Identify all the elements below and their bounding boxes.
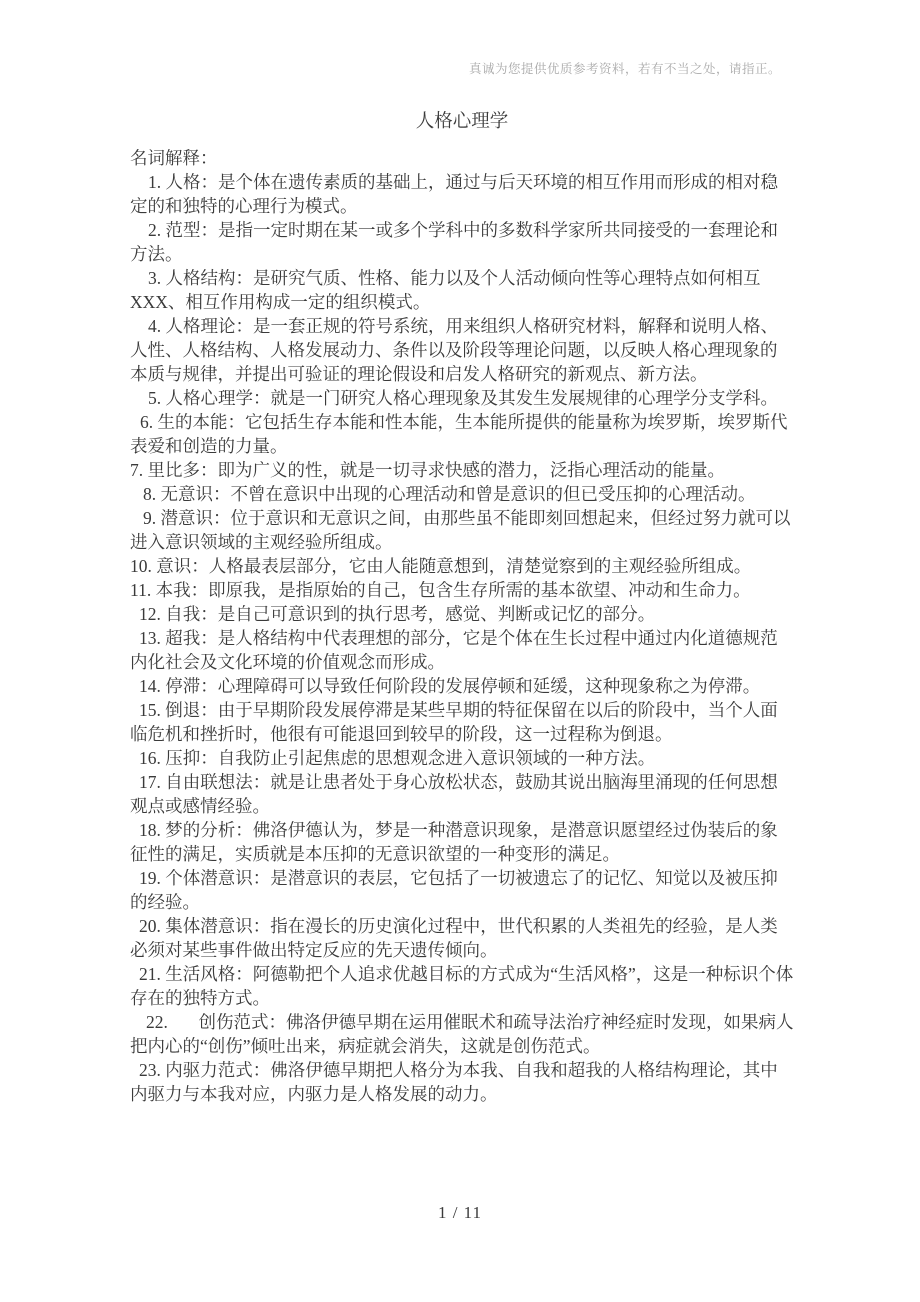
term-item: 2. 范型：是指一定时期在某一或多个学科中的多数科学家所共同接受的一套理论和方法。: [130, 220, 778, 264]
term-item: 18. 梦的分析：佛洛伊德认为，梦是一种潜意识现象，是潜意识愿望经过伪装后的象征性的满足，实质就是本压抑的无意识欲望的一种变形的满足。: [130, 820, 778, 864]
term-item: 5. 人格心理学：就是一门研究人格心理现象及其发生发展规律的心理学分支学科。: [148, 388, 778, 408]
term-item: 12. 自我：是自己可意识到的执行思考，感觉、判断或记忆的部分。: [139, 604, 656, 624]
term-item: 3. 人格结构：是研究气质、性格、能力以及个人活动倾向性等心理特点如何相互XXX、相互作用构成一定的组织模式。: [130, 268, 761, 312]
term-item: 13. 超我：是人格结构中代表理想的部分，它是个体在生长过程中通过内化道德规范内化社会及文化环境的价值观念而形成。: [130, 628, 778, 672]
terms-list: [130, 170, 794, 1106]
page-number: 1 / 11: [437, 1203, 483, 1222]
term-item: 19. 个体潜意识：是潜意识的表层，它包括了一切被遗忘了的记忆、知觉以及被压抑的经验。: [130, 868, 778, 912]
document-body: [130, 110, 794, 1106]
term-item: 14. 停滞：心理障碍可以导致任何阶段的发展停顿和延缓，这种现象称之为停滞。: [139, 676, 761, 696]
term-item: 22. 创伤范式：佛洛伊德早期在运用催眠术和疏导法治疗神经症时发现，如果病人把内心的“创伤”倾吐出来，病症就会消失，这就是创伤范式。: [130, 1012, 794, 1056]
term-item: 10. 意识：人格最表层部分，它由人能随意想到，清楚觉察到的主观经验所组成。: [130, 556, 752, 576]
term-item: 8. 无意识：不曾在意识中出现的心理活动和曾是意识的但已受压抑的心理活动。: [143, 484, 756, 504]
term-item: 6. 生的本能：它包括生存本能和性本能，生本能所提供的能量称为埃罗斯，埃罗斯代表爱和创造的力量。: [130, 412, 788, 456]
watermark-text: 真诚为您提供优质参考资料，若有不当之处，请指正。: [468, 62, 781, 76]
page-title: 人格心理学: [415, 112, 509, 132]
term-item: 7. 里比多：即为广义的性，就是一切寻求快感的潜力，泛指心理活动的能量。: [130, 460, 725, 480]
term-item: 21. 生活风格：阿德勒把个人追求优越目标的方式成为“生活风格”，这是一种标识个体存在的独特方式。: [130, 964, 794, 1008]
term-item: 20. 集体潜意识：指在漫长的历史演化过程中，世代积累的人类祖先的经验，是人类必须对某些事件做出特定反应的先天遗传倾向。: [130, 916, 778, 960]
term-item: 11. 本我：即原我，是指原始的自己，包含生存所需的基本欲望、冲动和生命力。: [130, 580, 751, 600]
section-heading: 名词解释：: [130, 148, 218, 168]
term-item: 23. 内驱力范式：佛洛伊德早期把人格分为本我、自我和超我的人格结构理论，其中内驱力与本我对应，内驱力是人格发展的动力。: [130, 1060, 778, 1104]
term-item: 1. 人格：是个体在遗传素质的基础上，通过与后天环境的相互作用而形成的相对稳定的和独特的心理行为模式。: [130, 172, 778, 216]
page-footer: [0, 1201, 920, 1225]
term-item: 9. 潜意识：位于意识和无意识之间，由那些虽不能即刻回想起来，但经过努力就可以进入意识领域的主观经验所组成。: [130, 508, 791, 552]
term-item: 15. 倒退：由于早期阶段发展停滞是某些早期的特征保留在以后的阶段中，当个人面临危机和挫折时，他很有可能退回到较早的阶段，这一过程称为倒退。: [130, 700, 778, 744]
term-item: 4. 人格理论：是一套正规的符号系统，用来组织人格研究材料，解释和说明人格、人性、人格结构、人格发展动力、条件以及阶段等理论问题，以反映人格心理现象的本质与规律，并提出可验证的理论假设和启发人格研究的新观点、新方法。: [130, 316, 778, 384]
term-item: 17. 自由联想法：就是让患者处于身心放松状态，鼓励其说出脑海里涌现的任何思想观点或感情经验。: [130, 772, 778, 816]
term-item: 16. 压抑：自我防止引起焦虑的思想观念进入意识领域的一种方法。: [139, 748, 656, 768]
